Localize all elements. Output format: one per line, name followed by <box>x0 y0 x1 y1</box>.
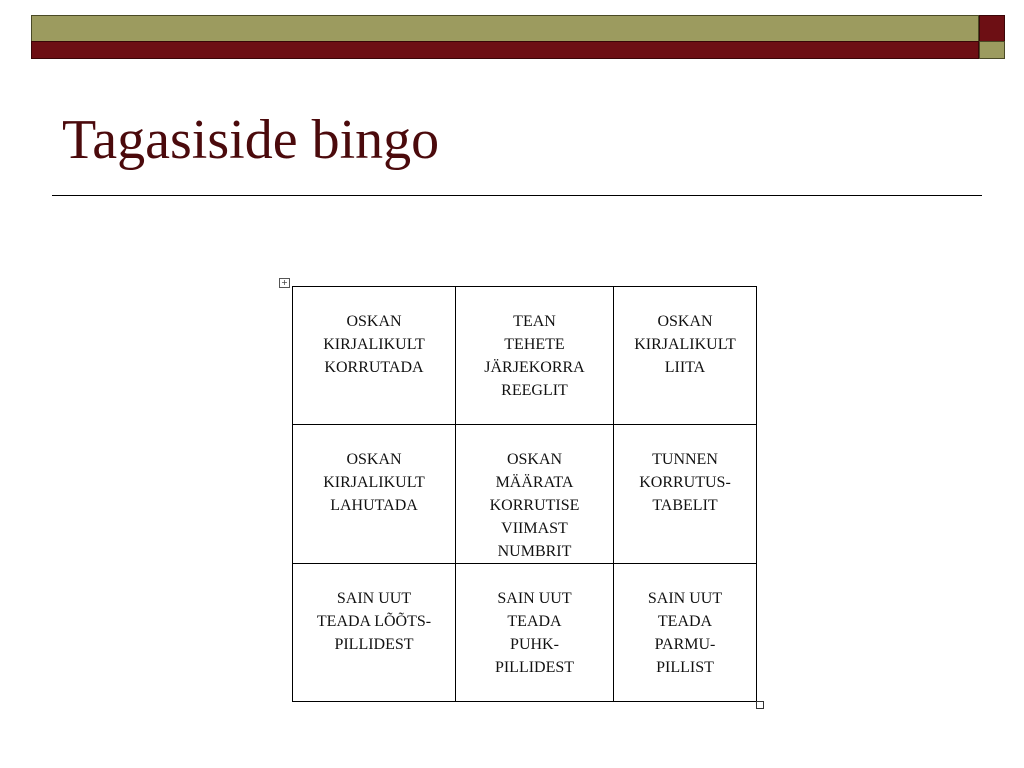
slide-title: Tagasiside bingo <box>62 109 440 171</box>
bingo-row <box>293 287 757 425</box>
bingo-cell[interactable]: OSKAN KIRJALIKULT LAHUTADA <box>293 425 456 564</box>
bingo-table <box>292 286 757 702</box>
bingo-cell[interactable]: OSKAN KIRJALIKULT KORRUTADA <box>293 287 456 425</box>
bingo-row <box>293 564 757 702</box>
bingo-cell[interactable]: OSKAN MÄÄRATA KORRUTISE VIIMAST NUMBRIT <box>456 425 614 564</box>
bingo-cell[interactable]: OSKAN KIRJALIKULT LIITA <box>614 287 757 425</box>
header-band-olive <box>31 15 979 43</box>
bingo-cell[interactable]: TEAN TEHETE JÄRJEKORRA REEGLIT <box>456 287 614 425</box>
decorative-header-bar <box>0 0 1024 60</box>
header-square-maroon <box>979 15 1005 43</box>
bingo-cell[interactable]: TUNNEN KORRUTUS- TABELIT <box>614 425 757 564</box>
bingo-cell[interactable]: SAIN UUT TEADA PARMU- PILLIST <box>614 564 757 702</box>
bingo-row <box>293 425 757 564</box>
move-handle-icon[interactable]: + <box>279 278 290 288</box>
header-square-olive <box>979 41 1005 59</box>
header-band-maroon <box>31 41 979 59</box>
title-underline <box>52 195 982 196</box>
resize-handle-icon[interactable] <box>756 701 764 709</box>
bingo-cell[interactable]: SAIN UUT TEADA PUHK- PILLIDEST <box>456 564 614 702</box>
bingo-cell[interactable]: SAIN UUT TEADA LÕÕTS- PILLIDEST <box>293 564 456 702</box>
